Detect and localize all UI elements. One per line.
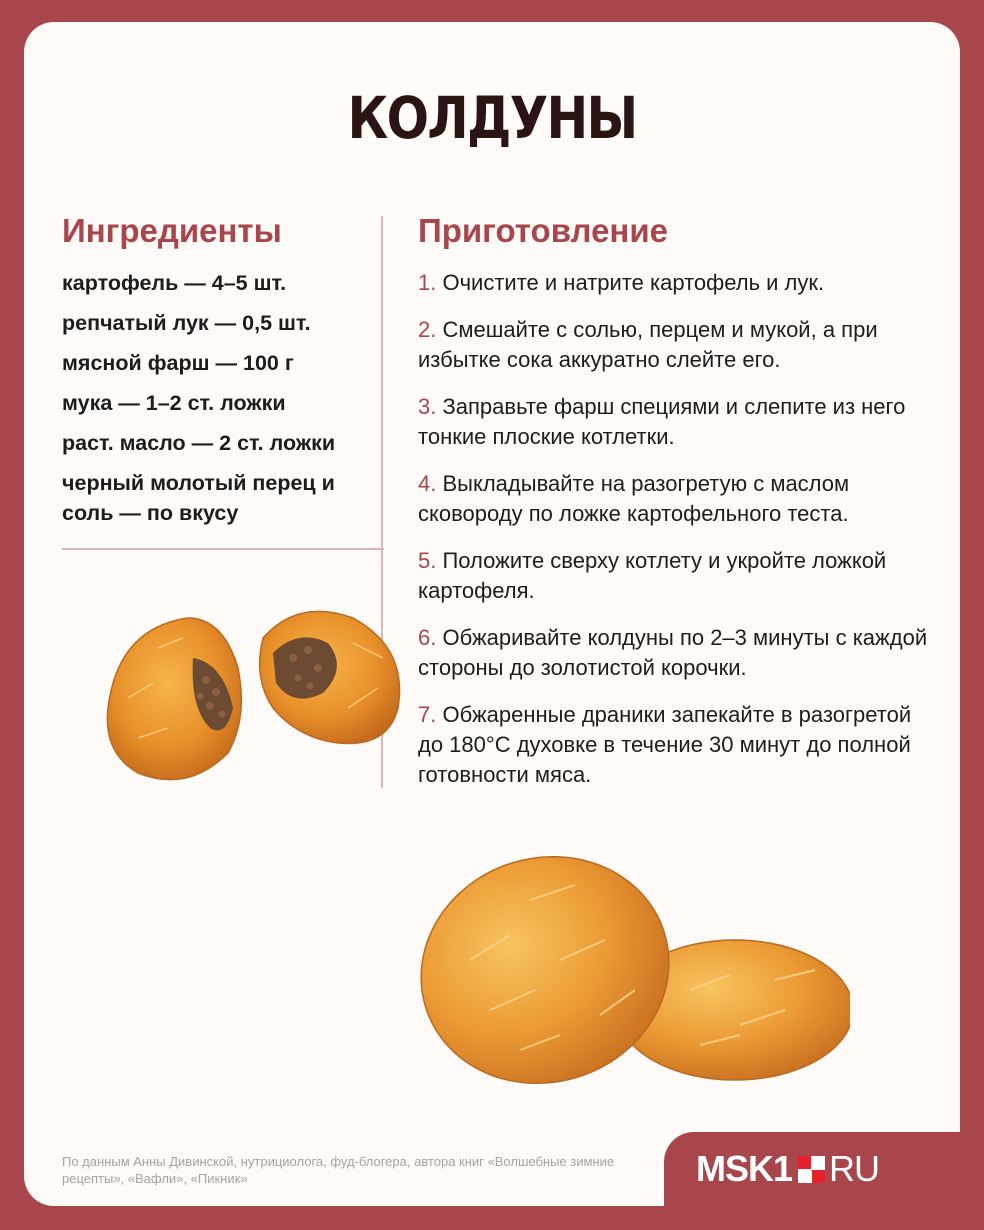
ingredient-item (62, 428, 372, 458)
step-text: Обжаренные драники запекайте в разогретой до 180°C духовке в течение 30 минут до полной готовности мяса. (418, 702, 912, 787)
ingredient-item (62, 388, 372, 418)
ingredient-name: картофель (62, 271, 179, 295)
ingredients-heading: Ингредиенты (62, 212, 282, 249)
step-item (418, 392, 938, 452)
ingredient-name: мясной фарш (62, 351, 210, 375)
step-text: Положите сверху котлету и укройте ложкой картофеля. (418, 548, 887, 603)
step-item (418, 700, 938, 790)
step-text: Очистите и натрите картофель и лук. (442, 270, 825, 295)
ingredient-amount: — 100 г (209, 351, 294, 375)
step-text: Смешайте с солью, перцем и мукой, а при избытке сока аккуратно слейте его. (418, 317, 878, 372)
step-item (418, 546, 938, 606)
ingredient-name: репчатый лук (62, 311, 209, 335)
ingredients-list (62, 268, 372, 538)
ingredient-item (62, 348, 372, 378)
step-number: 2. (418, 317, 437, 342)
step-number: 4. (418, 471, 437, 496)
brand-name: MSK1 (696, 1148, 793, 1189)
kolduny-whole-illustration (410, 840, 850, 1100)
step-text: Выкладывайте на разогретую с маслом сковороду по ложке картофельного теста. (418, 471, 850, 526)
brand-logo[interactable] (696, 1149, 879, 1189)
ingredient-amount: — 0,5 шт. (208, 311, 311, 335)
ingredient-amount: — по вкусу (113, 501, 239, 525)
brand-block (664, 1132, 984, 1230)
ingredient-item (62, 468, 372, 528)
ingredient-item (62, 268, 372, 298)
step-number: 1. (418, 270, 437, 295)
brand-domain: RU (829, 1148, 880, 1189)
source-note: По данным Анны Дивинской, нутрициолога, фуд-блогера, автора книг «Волшебные зимние рецепты», «Вафли», «Пикник» (62, 1154, 615, 1186)
step-item (418, 623, 938, 683)
step-text: Обжаривайте колдуны по 2–3 минуты с каждой стороны до золотистой корочки. (418, 625, 928, 680)
ingredient-name: мука (62, 391, 113, 415)
ingredient-name: раст. масло (62, 431, 186, 455)
step-item (418, 315, 938, 375)
preparation-heading: Приготовление (418, 212, 668, 249)
step-number: 7. (418, 702, 437, 727)
kolduny-cut-illustration (98, 588, 408, 788)
step-number: 5. (418, 548, 437, 573)
ingredient-amount: — 2 ст. ложки (185, 431, 336, 455)
ingredient-name: черный молотый перец и соль (62, 471, 335, 525)
ingredient-amount: — 4–5 шт. (178, 271, 287, 295)
preparation-steps (418, 268, 938, 807)
ingredients-divider (62, 548, 384, 550)
ingredient-amount: — 1–2 ст. ложки (112, 391, 286, 415)
step-number: 3. (418, 394, 437, 419)
step-item (418, 469, 938, 529)
page-title: КОЛДУНЫ (347, 84, 637, 152)
step-number: 6. (418, 625, 437, 650)
ingredient-item (62, 308, 372, 338)
logo-squares-icon (798, 1156, 825, 1183)
recipe-card (24, 22, 960, 1206)
step-text: Заправьте фарш специями и слепите из него тонкие плоские котлетки. (418, 394, 906, 449)
step-item (418, 268, 938, 298)
